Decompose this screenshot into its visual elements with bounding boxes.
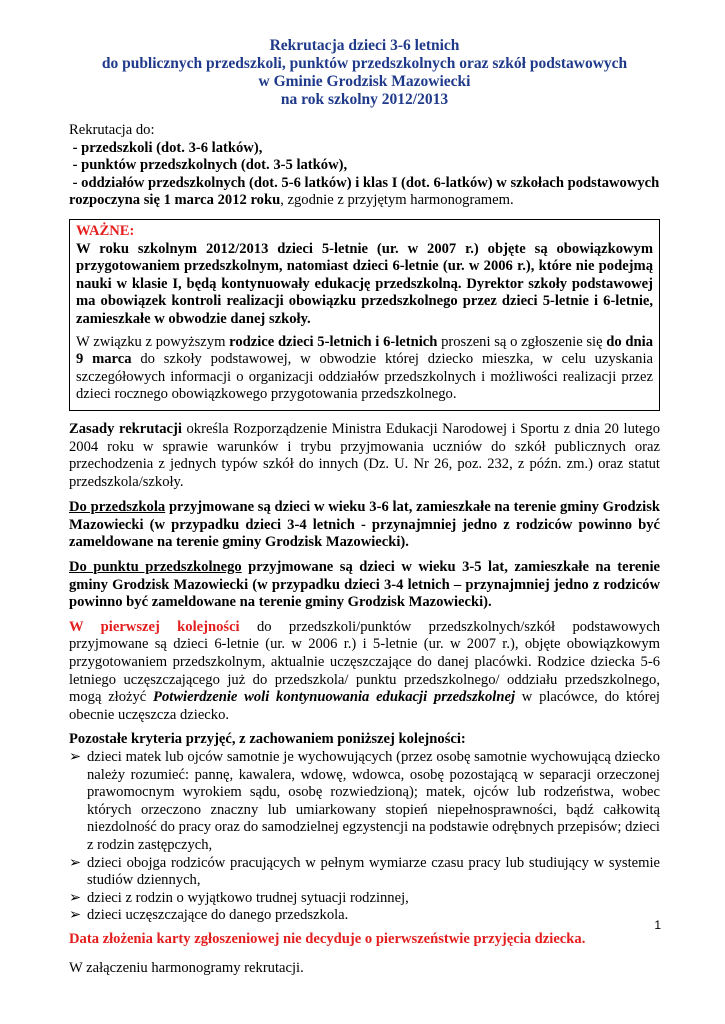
point-paragraph [69, 559, 660, 612]
important-paragraph-1: W roku szkolnym 2012/2013 dzieci 5-letnie (ur. w 2007 r.) objęte są obowiązkowym przygotowaniem przedszkolnym, natomiast dzieci 6-letnie (ur. w 2006 r.), które nie podejmą nauki w klasie I, będą kontynuowały edukację przedszkolną. Dyrektor szkoły podstawowej ma obowiązek kontroli realizacji obowiązku przedszkolnego przez dzieci 5-letnie i 6-letnie, zamieszkałe w obwodzie danej szkoły. [76, 240, 653, 327]
intro-item-4-rest: , zgodnie z przyjętym harmonogramem. [280, 192, 514, 209]
important-box [69, 219, 660, 411]
rules-paragraph [69, 421, 660, 491]
criteria-item-text: dzieci obojga rodziców pracujących w pełnym wymiarze czasu pracy lub studiujący w systemie studiów dziennych, [87, 854, 660, 889]
criteria-heading: Pozostałe kryteria przyjęć, z zachowaniem poniższej kolejności: [69, 731, 466, 748]
page-number: 1 [654, 918, 661, 932]
important-p2-parents: rodzice dzieci 5-letnich i 6-letnich [229, 333, 438, 350]
title-line-2: do publicznych przedszkoli, punktów przedszkolnych oraz szkół podstawowych [101, 55, 628, 72]
criteria-item-text: dzieci matek lub ojców samotnie je wychowujących (przez osobę samotnie wychowującą dziecko należy rozumieć: pannę, kawalera, wdowę, wdowca, osobę pozostającą w separacji orzeczonej prawomocnym wyrokiem sądu, osobę rozwiedzioną); matek, ojców lub rodzeństwa, wobec których orzeczono znaczny lub umiarkowany stopień niepełnosprawności, bądź całkowitą niezdolność do pracy oraz do samodzielnej egzystencji na podstawie odrębnych przepisów; dzieci z rodzin zastępczych, [87, 749, 660, 853]
priority-paragraph [69, 619, 660, 725]
intro-item-1: - przedszkoli (dot. 3-6 latków), [69, 139, 263, 156]
kindergarten-rest: przyjmowane są dzieci w wieku 3-6 lat, zamieszkałe na terenie gminy Grodzisk Mazowiecki (w przypadku dzieci 3-4 letnich - przynajmniej jedno z rodziców powinno być zameldowane na terenie gminy Grodzisk Mazowiecki). [69, 499, 660, 551]
intro-item-2: - punktów przedszkolnych (dot. 3-5 latków), [69, 157, 348, 174]
point-rest: przyjmowane są dzieci w wieku 3-5 lat, zamieszkałe na terenie gminy Grodzisk Mazowiecki (w przypadku dzieci 3-4 letnich – przynajmniej jedno z rodziców powinno być zameldowane na terenie gminy Grodzisk Mazowiecki). [69, 559, 660, 611]
important-paragraph-2 [76, 334, 653, 404]
title-line-1: Rekrutacja dzieci 3-6 letnich [269, 37, 460, 54]
arrow-bullet-icon: ➢ [69, 889, 82, 906]
rules-bold: Zasady rekrutacji [69, 420, 182, 437]
intro-item-3: - oddziałów przedszkolnych (dot. 5-6 latków) i klas I (dot. 6-latków) w szkołach podstawowych [69, 174, 660, 191]
important-label: WAŻNE: [76, 222, 135, 239]
priority-italic: Potwierdzenie woli kontynuowania edukacji przedszkolnej [153, 689, 515, 706]
intro-section [69, 122, 660, 210]
important-p2-text-e: do szkoły podstawowej, w obwodzie której dziecko mieszka, w celu uzyskania szczegółowych informacji o organizacji oddziałów przedszkolnych i możliwości realizacji przez dzieci rocznego obowiązkowego przygotowania przedszkolnego. [76, 351, 654, 403]
title-line-4: na rok szkolny 2012/2013 [280, 91, 449, 108]
list-item [69, 749, 660, 855]
title-line-3: w Gminie Grodzisk Mazowiecki [258, 73, 471, 90]
arrow-bullet-icon: ➢ [69, 854, 82, 871]
criteria-item-text: dzieci z rodzin o wyjątkowo trudnej sytuacji rodzinnej, [87, 889, 409, 906]
criteria-item-text: dzieci uczęszczające do danego przedszkola. [87, 907, 349, 924]
point-underlined: Do punktu przedszkolnego [69, 559, 242, 576]
arrow-bullet-icon: ➢ [69, 749, 82, 765]
important-p2-text-c: proszeni są o zgłoszenie się [437, 333, 607, 350]
important-p2-text-a: W związku z powyższym [76, 333, 230, 350]
priority-rest-2: w placówce, do której obecnie uczęszcza dziecko. [69, 689, 660, 723]
intro-heading: Rekrutacja do: [69, 122, 155, 138]
warning-text: Data złożenia karty zgłoszeniowej nie decyduje o pierwszeństwie przyjęcia dziecka. [69, 930, 586, 947]
document-title [69, 37, 660, 109]
list-item [69, 907, 660, 925]
important-p2-deadline: do dnia 9 marca [76, 333, 653, 368]
list-item [69, 890, 660, 908]
list-item [69, 855, 660, 890]
start-date: rozpoczyna się 1 marca 2012 roku [69, 192, 281, 209]
kindergarten-paragraph [69, 499, 660, 552]
priority-rest-1: do przedszkoli/punktów przedszkolnych/szkół podstawowych przyjmowane są dzieci 6-letnie (ur. w 2006 r.) i 5-letnie (ur. w 2007 r.), objęte obowiązkowym przygotowaniem przedszkolnym, aktualnie uczęszczające do danej placówki. Rodzice dziecka 5-6 letniego uczęszczającego już do przedszkola/ punktu przedszkolnego/ oddziału przedszkolnego, mogą złożyć [69, 618, 661, 706]
priority-red: W pierwszej kolejności [69, 618, 240, 635]
intro-item-4 [69, 192, 660, 210]
criteria-list [69, 749, 660, 925]
arrow-bullet-icon: ➢ [69, 907, 82, 924]
rules-rest: określa Rozporządzenie Ministra Edukacji Narodowej i Sportu z dnia 20 lutego 2004 roku w sprawie warunków i trybu przyjmowania uczniów do szkół publicznych oraz przechodzenia z jednych typów szkół do innych (Dz. U. Nr 26, poz. 232, z późn. zm.) oraz statut przedszkola/szkoły. [69, 420, 660, 490]
attachment-text: W załączeniu harmonogramy rekrutacji. [69, 959, 304, 976]
kindergarten-underlined: Do przedszkola [69, 499, 166, 516]
